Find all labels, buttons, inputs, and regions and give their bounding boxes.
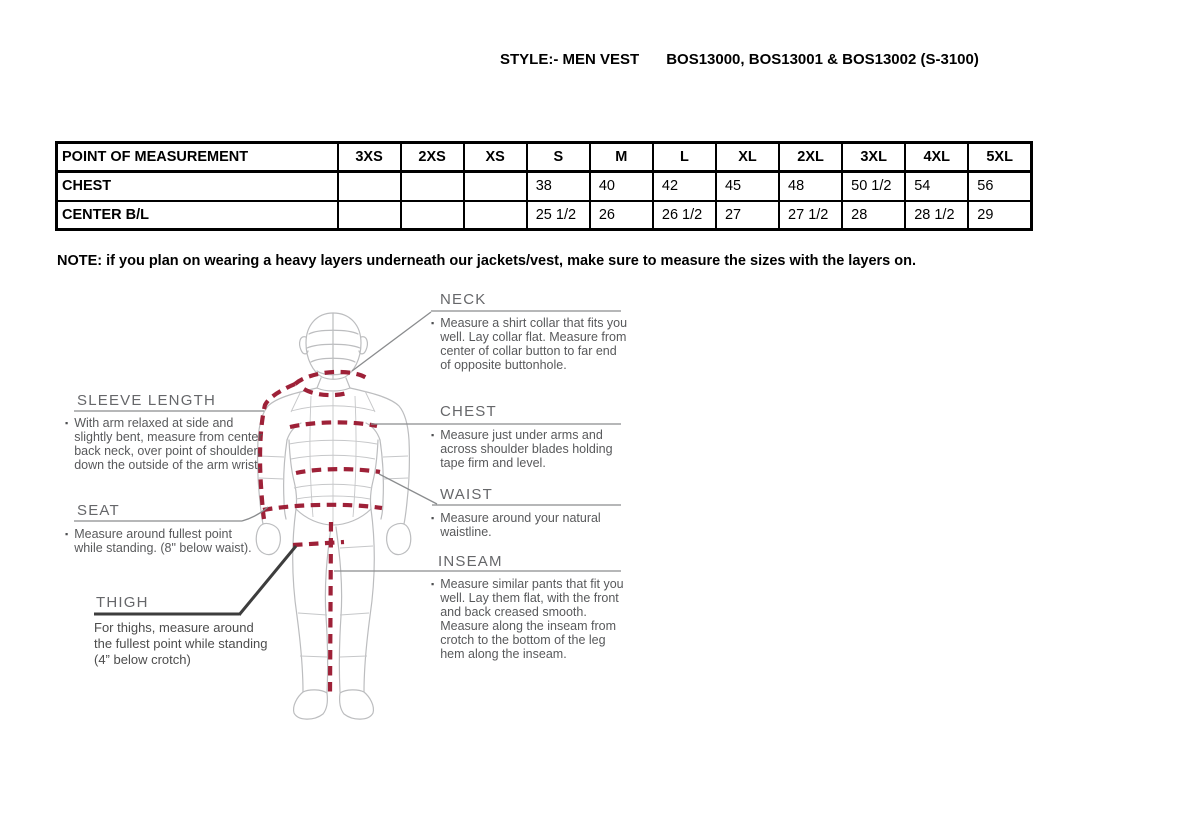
col-header-3xl: 3XL	[842, 143, 905, 172]
bullet-icon: ▪	[65, 418, 69, 428]
row-label-center-bl: CENTER B/L	[57, 201, 338, 230]
seat-measure-line	[263, 505, 382, 510]
chest-3xl: 50 1/2	[842, 172, 905, 201]
waist-description: ▪ Measure around your natural waistline.	[431, 511, 601, 539]
chest-m: 40	[590, 172, 653, 201]
row-label-chest: CHEST	[57, 172, 338, 201]
neck-heading: NECK	[440, 291, 487, 308]
chest-heading: CHEST	[440, 403, 497, 420]
chest-l: 42	[653, 172, 716, 201]
centerbl-5xl: 29	[968, 201, 1031, 230]
col-header-s: S	[527, 143, 590, 172]
chest-2xl: 48	[779, 172, 842, 201]
bullet-icon: ▪	[431, 318, 435, 328]
col-header-xs: XS	[464, 143, 527, 172]
centerbl-3xl: 28	[842, 201, 905, 230]
chest-5xl: 56	[968, 172, 1031, 201]
style-label: STYLE:- MEN VEST	[500, 51, 640, 68]
bullet-icon: ▪	[431, 513, 435, 523]
neck-description: ▪ Measure a shirt collar that fits you well. Lay collar flat. Measure from center of collar button to far end of opposite buttonhole.	[431, 316, 628, 372]
centerbl-m: 26	[590, 201, 653, 230]
centerbl-l: 26 1/2	[653, 201, 716, 230]
thigh-leader-line	[239, 546, 296, 615]
col-header-2xs: 2XS	[401, 143, 464, 172]
style-numbers: BOS13000, BOS13001 & BOS13002 (S-3100)	[666, 51, 979, 68]
thigh-heading: THIGH	[96, 594, 149, 611]
col-header-m: M	[590, 143, 653, 172]
col-header-3xs: 3XS	[338, 143, 401, 172]
col-header-l: L	[653, 143, 716, 172]
waist-heading: WAIST	[440, 486, 493, 503]
sleeve-length-description: ▪ With arm relaxed at side and slightly bent, measure from center back neck, over point of shoulder, down the outside of the arm wrist.	[65, 416, 263, 472]
seat-description: ▪ Measure around fullest point while standing. (8" below waist).	[65, 527, 252, 555]
col-header-2xl: 2XL	[779, 143, 842, 172]
chest-xl: 45	[716, 172, 779, 201]
centerbl-s: 25 1/2	[527, 201, 590, 230]
collar-measure-line	[295, 372, 368, 384]
neck-leader-line	[352, 312, 431, 371]
chest-measure-line	[290, 422, 377, 427]
seat-heading: SEAT	[77, 502, 120, 519]
chest-4xl: 54	[905, 172, 968, 201]
col-header-5xl: 5XL	[968, 143, 1031, 172]
inseam-heading: INSEAM	[438, 553, 503, 570]
centerbl-xl: 27	[716, 201, 779, 230]
centerbl-4xl: 28 1/2	[905, 201, 968, 230]
chest-description: ▪ Measure just under arms and across shoulder blades holding tape firm and level.	[431, 428, 613, 470]
thigh-measure-line	[293, 542, 344, 545]
bullet-icon: ▪	[65, 529, 69, 539]
note-text: NOTE: if you plan on wearing a heavy layers underneath our jackets/vest, make sure to measure the sizes with the layers on.	[57, 253, 917, 269]
inseam-measure-line	[330, 522, 331, 694]
chest-s: 38	[527, 172, 590, 201]
thigh-description: For thighs, measure around the fullest point while standing (4” below crotch)	[94, 620, 268, 667]
col-header-4xl: 4XL	[905, 143, 968, 172]
sleeve-length-heading: SLEEVE LENGTH	[77, 392, 216, 409]
centerbl-2xl: 27 1/2	[779, 201, 842, 230]
col-header-xl: XL	[716, 143, 779, 172]
inseam-description: ▪ Measure similar pants that fit you well. Lay them flat, with the front and back creased smooth. Measure along the inseam from crotch to the bottom of the leg hem along the inseam.	[431, 577, 624, 661]
col-header-point-of-measurement: POINT OF MEASUREMENT	[57, 143, 338, 172]
bullet-icon: ▪	[431, 430, 435, 440]
body-figure-mesh	[259, 391, 408, 657]
bullet-icon: ▪	[431, 579, 435, 589]
waist-measure-line	[296, 469, 380, 473]
waist-leader-line	[379, 474, 437, 504]
